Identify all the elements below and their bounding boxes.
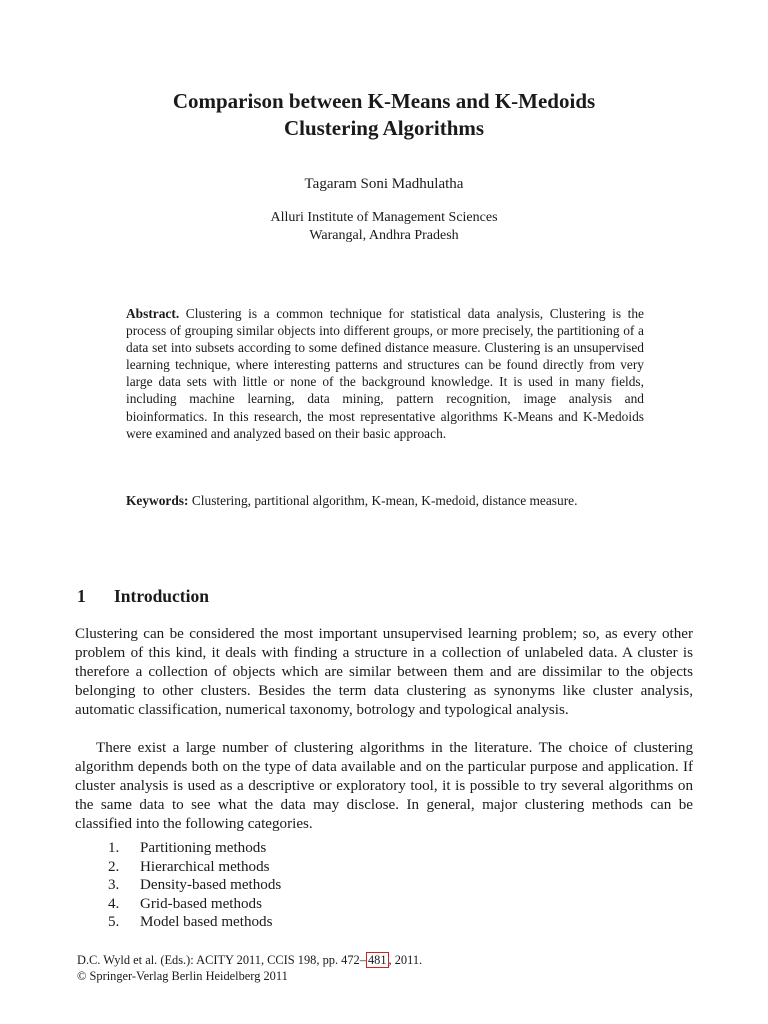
section-title: Introduction <box>114 586 209 606</box>
intro-paragraph-2: There exist a large number of clustering algorithms in the literature. The choice of clustering algorithm depends both on the type of data available and on the particular purpose and application. If cluster analysis is used as a descriptive or exploratory tool, it is possible to try several algorithms on the same data to see what the data may disclose. In general, major clustering methods can be classified into the following categories. <box>75 740 693 833</box>
list-item-number: 3. <box>108 877 120 894</box>
page-footer <box>77 952 422 984</box>
abstract <box>126 305 644 442</box>
affiliation-line-1: Alluri Institute of Management Sciences <box>270 210 498 225</box>
list-item-label: Partitioning methods <box>140 840 267 856</box>
list-item-label: Density-based methods <box>140 877 282 894</box>
intro-paragraph-1: Clustering can be considered the most important unsupervised learning problem; so, as every other problem of this kind, it deals with finding a structure in a collection of unlabeled data. A cluster is therefore a collection of objects which are similar between them and are dissimilar to the objects belonging to other clusters. Besides the term data clustering as synonyms like cluster analysis, automatic classification, numerical taxonomy, botrology and typological analysis. <box>75 626 693 719</box>
list-item-number: 1. <box>108 840 120 856</box>
list-item-label: Grid-based methods <box>140 895 262 912</box>
list-item <box>108 839 281 858</box>
title-line-2: Clustering Algorithms <box>283 116 485 140</box>
list-item-label: Hierarchical methods <box>140 858 270 875</box>
citation-suffix: , 2011. <box>388 953 423 967</box>
abstract-label: Abstract. <box>126 306 180 321</box>
list-item <box>108 858 281 877</box>
affiliation <box>0 209 768 245</box>
author-name: Tagaram Soni Madhulatha <box>304 176 464 192</box>
list-item <box>108 895 281 914</box>
list-item <box>108 913 281 932</box>
list-item-number: 5. <box>108 914 120 931</box>
list-item <box>108 876 281 895</box>
clustering-methods-list <box>108 839 281 932</box>
list-item-label: Model based methods <box>140 914 273 931</box>
paper-title <box>0 88 768 142</box>
list-item-number: 4. <box>108 895 120 912</box>
title-line-1: Comparison between K-Means and K-Medoids <box>172 89 596 113</box>
keywords <box>126 492 644 509</box>
citation-prefix: D.C. Wyld et al. (Eds.): ACITY 2011, CCIS 198, pp. 472– <box>77 953 366 967</box>
list-item-number: 2. <box>108 858 120 875</box>
copyright-notice: © Springer-Verlag Berlin Heidelberg 2011 <box>77 969 288 983</box>
page-range-link[interactable]: 481 <box>367 953 387 967</box>
section-number: 1 <box>77 586 86 606</box>
keywords-text: Clustering, partitional algorithm, K-mean, K-medoid, distance measure. <box>191 493 578 508</box>
section-heading-introduction <box>77 585 209 607</box>
abstract-text: Clustering is a common technique for statistical data analysis, Clustering is the process of grouping similar objects into different groups, or more precisely, the partitioning of a data set into subsets according to some defined distance measure. Clustering is an unsupervised learning technique, where interesting patterns and structures can be found directly from very large data sets with little or none of the background knowledge. It is used in many fields, including machine learning, data mining, pattern recognition, image analysis and bioinformatics. In this research, the most representative algorithms K-Means and K-Medoids were examined and analyzed based on their basic approach. <box>126 306 644 441</box>
keywords-label: Keywords: <box>126 493 189 508</box>
affiliation-line-2: Warangal, Andhra Pradesh <box>309 228 459 243</box>
